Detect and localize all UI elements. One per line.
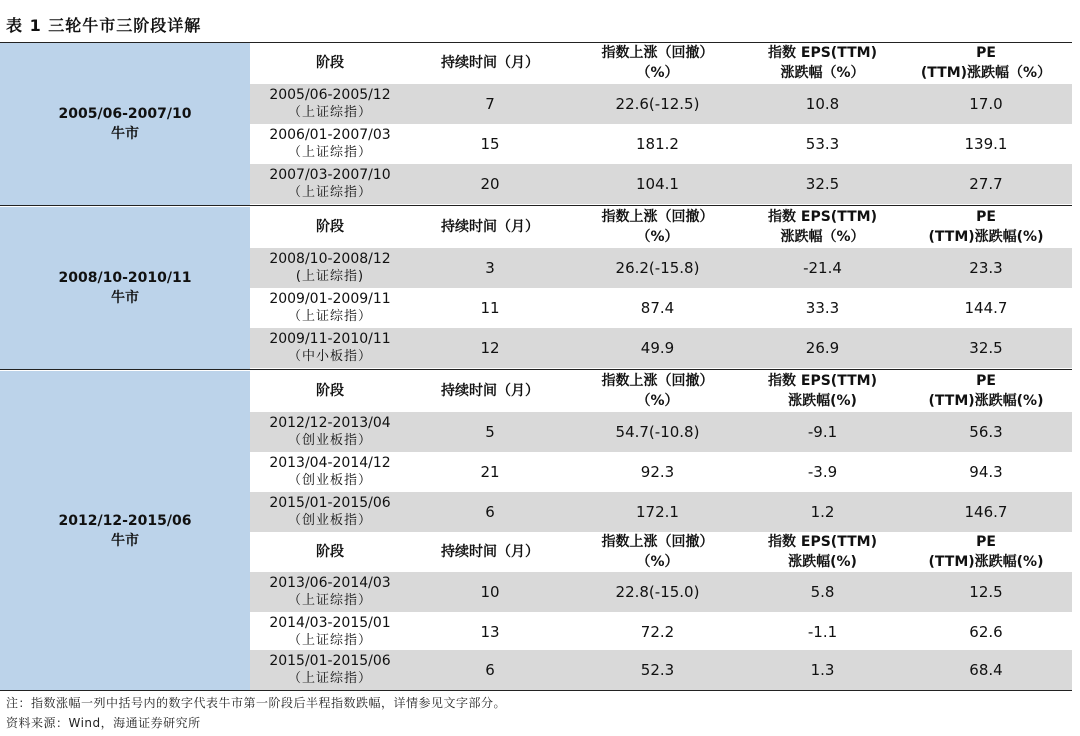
stage-cell: 2007/03-2007/10 （上证综指） [269, 167, 391, 200]
duration-cell: 15 [480, 134, 500, 153]
stage-cell: 2009/01-2009/11 （上证综指） [269, 291, 391, 324]
eps-cell: -3.9 [807, 462, 838, 481]
duration-cell: 21 [480, 462, 500, 481]
table-row [250, 248, 1072, 288]
header-index-rise: 指数上涨（回撤） （%） [601, 209, 714, 245]
eps-cell: 10.8 [805, 94, 840, 113]
market-period: 2012/12-2015/06 [58, 512, 192, 529]
market-period-cell [0, 207, 250, 369]
duration-cell: 12 [480, 338, 500, 357]
eps-cell: -21.4 [803, 258, 842, 277]
pe-cell: 27.7 [969, 174, 1003, 193]
pe-cell: 17.0 [969, 94, 1003, 113]
duration-cell: 3 [485, 258, 495, 277]
header-stage: 阶段 [316, 219, 344, 235]
market-separator [0, 369, 1072, 370]
index-rise-cell: 52.3 [640, 660, 675, 679]
pe-cell: 144.7 [964, 298, 1008, 317]
duration-cell: 6 [485, 660, 495, 679]
table-row [250, 412, 1072, 452]
footnote: 注：指数涨幅一列中括号内的数字代表牛市第一阶段后半程指数跌幅，详情参见文字部分。 [6, 696, 507, 710]
pe-cell: 32.5 [969, 338, 1003, 357]
index-rise-cell: 87.4 [640, 298, 675, 317]
pe-cell: 23.3 [969, 258, 1003, 277]
stage-cell: 2006/01-2007/03 （上证综指） [269, 127, 391, 160]
index-rise-cell: 181.2 [636, 134, 679, 153]
market-period-cell [0, 371, 250, 690]
stage-cell: 2015/01-2015/06 （创业板指） [269, 495, 391, 528]
pe-cell: 146.7 [964, 502, 1008, 521]
duration-cell: 11 [480, 298, 500, 317]
pe-cell: 68.4 [969, 660, 1003, 679]
market-label: 牛市 [111, 532, 139, 549]
market-label: 牛市 [111, 126, 139, 142]
stage-cell: 2013/04-2014/12 （创业板指） [269, 455, 391, 488]
table-row [250, 288, 1072, 328]
table-row [250, 452, 1072, 492]
header-stage: 阶段 [316, 383, 344, 399]
header-index-rise: 指数上涨（回撤） （%） [601, 534, 714, 570]
stage-cell: 2013/06-2014/03 （上证综指） [269, 575, 391, 608]
index-rise-cell: 92.3 [640, 462, 675, 481]
source-note: 资料来源：Wind，海通证券研究所 [6, 716, 201, 730]
stage-cell: 2014/03-2015/01 （上证综指） [269, 615, 391, 648]
header-index-rise: 指数上涨（回撤） （%） [601, 45, 714, 81]
market-period: 2005/06-2007/10 [58, 106, 192, 122]
market-period-cell [0, 43, 250, 205]
table-row [250, 328, 1072, 368]
header-eps-change: 指数 EPS(TTM) 涨跌幅（%） [768, 209, 877, 245]
index-rise-cell: 49.9 [640, 338, 675, 357]
stage-cell: 2012/12-2013/04 （创业板指） [269, 415, 391, 448]
duration-cell: 10 [480, 582, 500, 601]
eps-cell: 26.9 [805, 338, 840, 357]
stage-cell: 2005/06-2005/12 （上证综指） [269, 87, 391, 120]
market-period: 2008/10-2010/11 [58, 270, 192, 286]
eps-cell: 1.3 [810, 660, 835, 679]
market-label: 牛市 [111, 290, 139, 306]
header-duration: 持续时间（月） [441, 55, 539, 71]
header-stage: 阶段 [316, 55, 344, 71]
header-pe-change: PE (TTM)涨跌幅(%) [928, 373, 1044, 409]
index-rise-cell: 26.2(-15.8) [615, 258, 700, 277]
pe-cell: 94.3 [969, 462, 1003, 481]
eps-cell: 53.3 [805, 134, 840, 153]
header-duration: 持续时间（月） [441, 219, 539, 235]
index-rise-cell: 72.2 [640, 622, 675, 641]
index-rise-cell: 172.1 [636, 502, 679, 521]
header-stage: 阶段 [316, 544, 344, 560]
header-eps-change: 指数 EPS(TTM) 涨跌幅(%) [768, 373, 877, 409]
duration-cell: 7 [485, 94, 495, 113]
table-row [250, 164, 1072, 204]
header-pe-change: PE (TTM)涨跌幅(%) [928, 209, 1044, 245]
header-row [250, 371, 1072, 411]
table-row [250, 612, 1072, 652]
index-rise-cell: 22.6(-12.5) [615, 94, 700, 113]
eps-cell: 1.2 [810, 502, 835, 521]
header-row [250, 207, 1072, 247]
pe-cell: 62.6 [969, 622, 1003, 641]
header-pe-change: PE (TTM)涨跌幅(%) [928, 534, 1044, 570]
stage-cell: 2009/11-2010/11 （中小板指） [269, 331, 391, 364]
stage-cell: 2015/01-2015/06 （上证综指） [269, 653, 391, 686]
index-rise-cell: 54.7(-10.8) [615, 422, 700, 441]
duration-cell: 5 [485, 422, 495, 441]
index-rise-cell: 104.1 [636, 174, 679, 193]
header-duration: 持续时间（月） [441, 544, 539, 560]
table-row [250, 492, 1072, 532]
eps-cell: -1.1 [807, 622, 838, 641]
eps-cell: -9.1 [807, 422, 838, 441]
header-eps-change: 指数 EPS(TTM) 涨跌幅(%) [768, 534, 877, 570]
index-rise-cell: 22.8(-15.0) [615, 582, 700, 601]
pe-cell: 12.5 [969, 582, 1003, 601]
duration-cell: 13 [480, 622, 500, 641]
table-row [250, 650, 1072, 690]
table-bottom-rule [0, 690, 1072, 691]
stage-cell: 2008/10-2008/12 (上证综指) [269, 251, 391, 284]
duration-cell: 20 [480, 174, 500, 193]
table-row [250, 572, 1072, 612]
pe-cell: 139.1 [964, 134, 1008, 153]
header-duration: 持续时间（月） [441, 383, 539, 399]
table-title: 表 1 三轮牛市三阶段详解 [6, 16, 202, 35]
pe-cell: 56.3 [969, 422, 1003, 441]
header-index-rise: 指数上涨（回撤） （%） [601, 373, 714, 409]
header-row [250, 532, 1072, 572]
header-pe-change: PE (TTM)涨跌幅（%） [920, 45, 1052, 81]
table-row [250, 84, 1072, 124]
eps-cell: 33.3 [805, 298, 840, 317]
table-row [250, 124, 1072, 164]
eps-cell: 5.8 [810, 582, 835, 601]
header-row [250, 43, 1072, 83]
duration-cell: 6 [485, 502, 495, 521]
header-eps-change: 指数 EPS(TTM) 涨跌幅（%） [768, 45, 877, 81]
eps-cell: 32.5 [805, 174, 840, 193]
market-separator [0, 205, 1072, 206]
